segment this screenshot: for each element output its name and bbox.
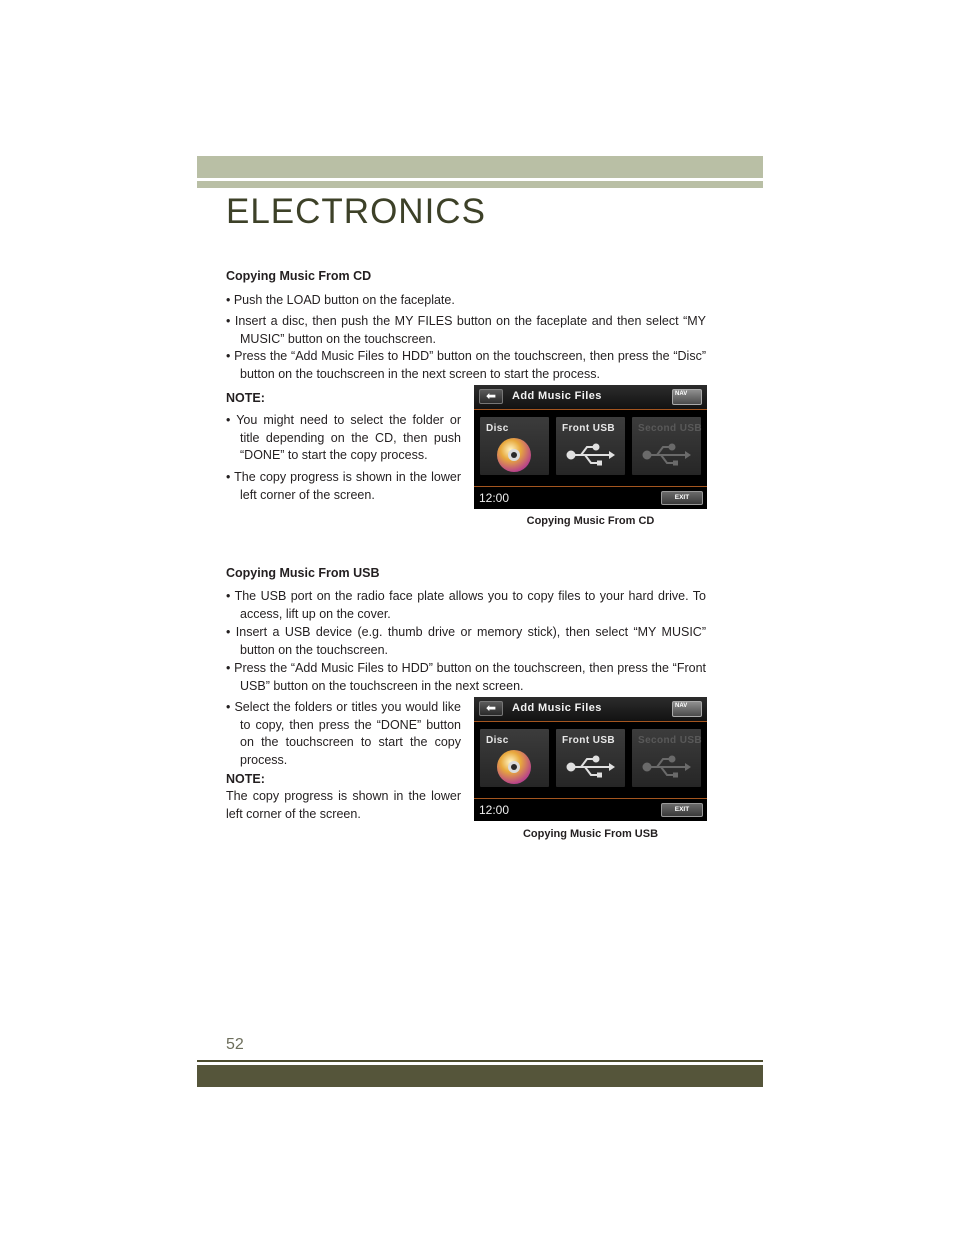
cd-bullet: • Press the “Add Music Files to HDD” button on the touchscreen, then press the “Disc” button on the touchscreen in the next screen to start the process.: [226, 349, 706, 381]
figure-caption: Copying Music From USB: [522, 828, 659, 840]
screen-title: Add Music Files: [512, 390, 602, 402]
usb-note: The copy progress is shown in the lower left corner of the screen.: [226, 789, 461, 821]
cd-note-label: NOTE:: [226, 391, 265, 405]
nav-button[interactable]: NAV: [672, 701, 702, 717]
usb-bullet: • Press the “Add Music Files to HDD” button on the touchscreen, then press the “Front USB” button on the touchscreen in the next screen.: [226, 661, 706, 693]
tile-label: Front USB: [562, 735, 616, 746]
divider: [474, 409, 707, 410]
divider: [474, 486, 707, 487]
header-rule: [197, 181, 763, 188]
disc-icon: [494, 435, 534, 475]
divider: [474, 721, 707, 722]
clock: 12:00: [479, 491, 510, 505]
usb-heading: Copying Music From USB: [226, 566, 380, 580]
tile-label: Front USB: [562, 423, 616, 434]
tile-label: Disc: [486, 735, 509, 746]
cd-heading: Copying Music From CD: [226, 269, 372, 283]
usb-icon: [565, 755, 615, 779]
figure-caption: Copying Music From CD: [526, 515, 655, 527]
usb-bullet: • The USB port on the radio face plate allows you to copy files to your hard drive. To access, lift up on the cover.: [226, 589, 706, 621]
cd-bullet: • Insert a disc, then push the MY FILES button on the faceplate and then select “MY MUSIC” button on the touchscreen.: [226, 314, 706, 346]
disc-tile[interactable]: [480, 729, 549, 787]
divider: [474, 798, 707, 799]
footer-rule: [197, 1060, 763, 1062]
usb-icon: [565, 443, 615, 467]
disc-icon: [494, 747, 534, 787]
tile-label: Disc: [486, 423, 509, 434]
usb-note-label: NOTE:: [226, 772, 265, 786]
second-usb-tile[interactable]: [632, 729, 701, 787]
usb-screen-figure: [474, 697, 707, 821]
usb-icon: [641, 755, 691, 779]
usb-bullet: • Insert a USB device (e.g. thumb drive or memory stick), then select “MY MUSIC” button on the touchscreen.: [226, 625, 706, 657]
cd-note: • You might need to select the folder or title depending on the CD, then push “DONE” to start the copy process.: [226, 413, 461, 462]
disc-tile[interactable]: [480, 417, 549, 475]
usb-icon: [641, 443, 691, 467]
tile-label: Second USB: [638, 423, 703, 434]
page-number: 52: [226, 1036, 244, 1053]
header-bar: [197, 156, 763, 178]
nav-button[interactable]: NAV: [672, 389, 702, 405]
cd-note: • The copy progress is shown in the lower left corner of the screen.: [226, 470, 461, 502]
footer-bar: [197, 1065, 763, 1087]
front-usb-tile[interactable]: [556, 417, 625, 475]
screen-title: Add Music Files: [512, 702, 602, 714]
section-title: ELECTRONICS: [226, 192, 486, 231]
back-button[interactable]: ⬅: [479, 701, 503, 716]
clock: 12:00: [479, 803, 510, 817]
exit-button[interactable]: EXIT: [661, 803, 703, 817]
cd-screen-figure: [474, 385, 707, 509]
second-usb-tile[interactable]: [632, 417, 701, 475]
usb-bullet: • Select the folders or titles you would like to copy, then press the “DONE” button on the touchscreen to start the copy process.: [226, 700, 461, 767]
exit-button[interactable]: EXIT: [661, 491, 703, 505]
front-usb-tile[interactable]: [556, 729, 625, 787]
cd-bullet: • Push the LOAD button on the faceplate.: [226, 293, 455, 307]
back-button[interactable]: ⬅: [479, 389, 503, 404]
tile-label: Second USB: [638, 735, 703, 746]
